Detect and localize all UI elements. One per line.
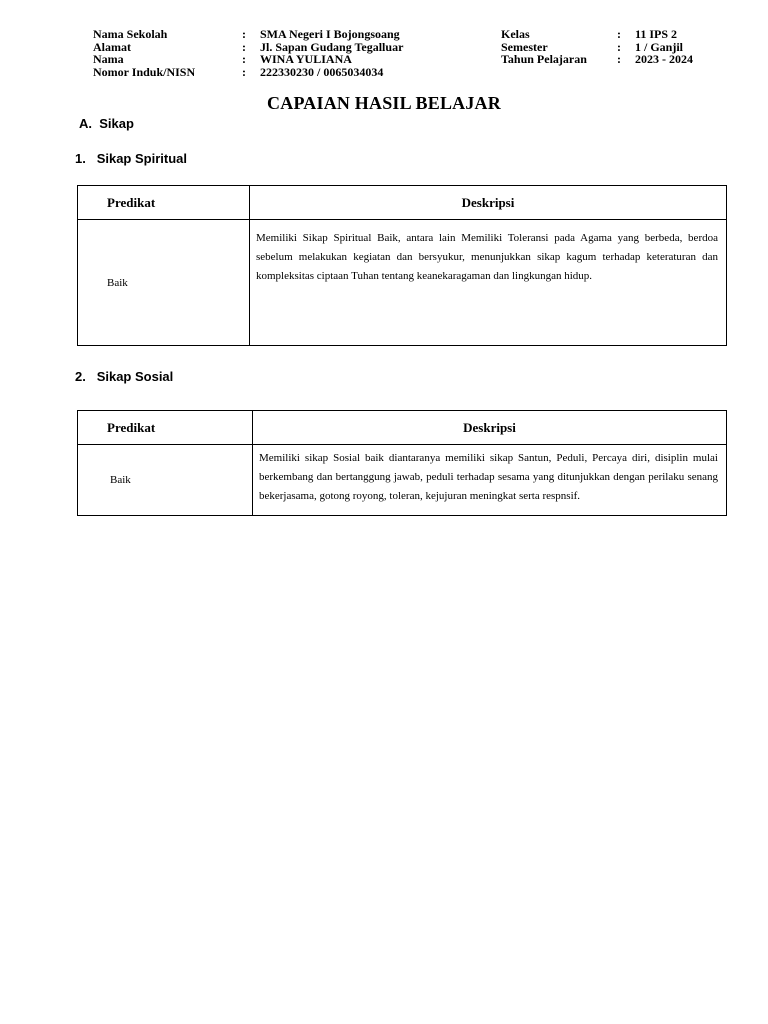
value-tahun-pelajaran: 2023 - 2024: [635, 52, 693, 66]
value-semester: 1 / Ganjil: [635, 39, 684, 54]
separator: :: [242, 27, 246, 41]
header-right-separators: [617, 28, 621, 66]
header-left-values: [260, 28, 403, 78]
separator: :: [242, 64, 246, 79]
table-header-row: [78, 186, 727, 220]
sosial-table: [77, 410, 727, 516]
header-right-labels: [501, 28, 587, 66]
value-alamat: Jl. Sapan Gudang Tegalluar: [260, 39, 404, 54]
label-nama-sekolah: Nama Sekolah: [93, 27, 168, 41]
separator: :: [617, 52, 621, 66]
sosial-deskripsi: Memiliki sikap Sosial baik diantaranya memiliki sikap Santun, Peduli, Percaya diri, disiplin mulai berkembang dan bertanggung jawab, peduli terhadap sesama yang ditunjukkan dengan perilaku senang bekerjasama, gotong royong, toleran, kejujuran meningkat serta respnsif.: [253, 445, 727, 516]
spiritual-predikat: Baik: [78, 220, 250, 346]
separator: :: [617, 39, 621, 54]
header-left-labels: [93, 28, 195, 78]
col-deskripsi: Deskripsi: [250, 186, 727, 220]
separator: :: [617, 27, 621, 41]
page-title: CAPAIAN HASIL BELAJAR: [267, 93, 501, 113]
label-alamat: Alamat: [93, 39, 131, 54]
spiritual-number: 1.: [75, 151, 86, 166]
section-a-letter: A.: [79, 116, 92, 131]
value-nomor-induk: 222330230 / 0065034034: [260, 64, 384, 79]
col-predikat: Predikat: [78, 186, 250, 220]
header-left-separators: [242, 28, 246, 78]
table-row: [78, 220, 727, 346]
value-nama: WINA YULIANA: [260, 52, 352, 66]
separator: :: [242, 39, 246, 54]
sosial-heading: [75, 369, 173, 384]
label-tahun-pelajaran: Tahun Pelajaran: [501, 52, 587, 66]
label-nama: Nama: [93, 52, 124, 66]
col-deskripsi: Deskripsi: [253, 411, 727, 445]
section-a-label: Sikap: [99, 116, 134, 131]
sosial-predikat: Baik: [78, 445, 253, 516]
separator: :: [242, 52, 246, 66]
sosial-label: Sikap Sosial: [96, 369, 174, 384]
col-predikat: Predikat: [78, 411, 253, 445]
value-kelas: 11 IPS 2: [635, 27, 678, 41]
table-header-row: [78, 411, 727, 445]
value-nama-sekolah: SMA Negeri I Bojongsoang: [260, 27, 400, 41]
label-semester: Semester: [501, 39, 548, 54]
spiritual-deskripsi: Memiliki Sikap Spiritual Baik, antara lain Memiliki Toleransi pada Agama yang berbeda, berdoa sebelum melakukan kegiatan dan bersyukur, menunjukkan sikap kagum terhadap keteraturan dan kompleksitas ciptaan Tuhan tentang keanekaragaman dan lingkungan hidup.: [250, 220, 727, 346]
label-nomor-induk: Nomor Induk/NISN: [93, 64, 196, 79]
header-right-values: [635, 28, 693, 66]
label-kelas: Kelas: [501, 27, 530, 41]
spiritual-label: Sikap Spiritual: [96, 151, 187, 166]
spiritual-heading: [75, 151, 187, 166]
section-a-heading: [79, 116, 134, 131]
spiritual-table: [77, 185, 727, 346]
table-row: [78, 445, 727, 516]
sosial-number: 2.: [75, 369, 86, 384]
